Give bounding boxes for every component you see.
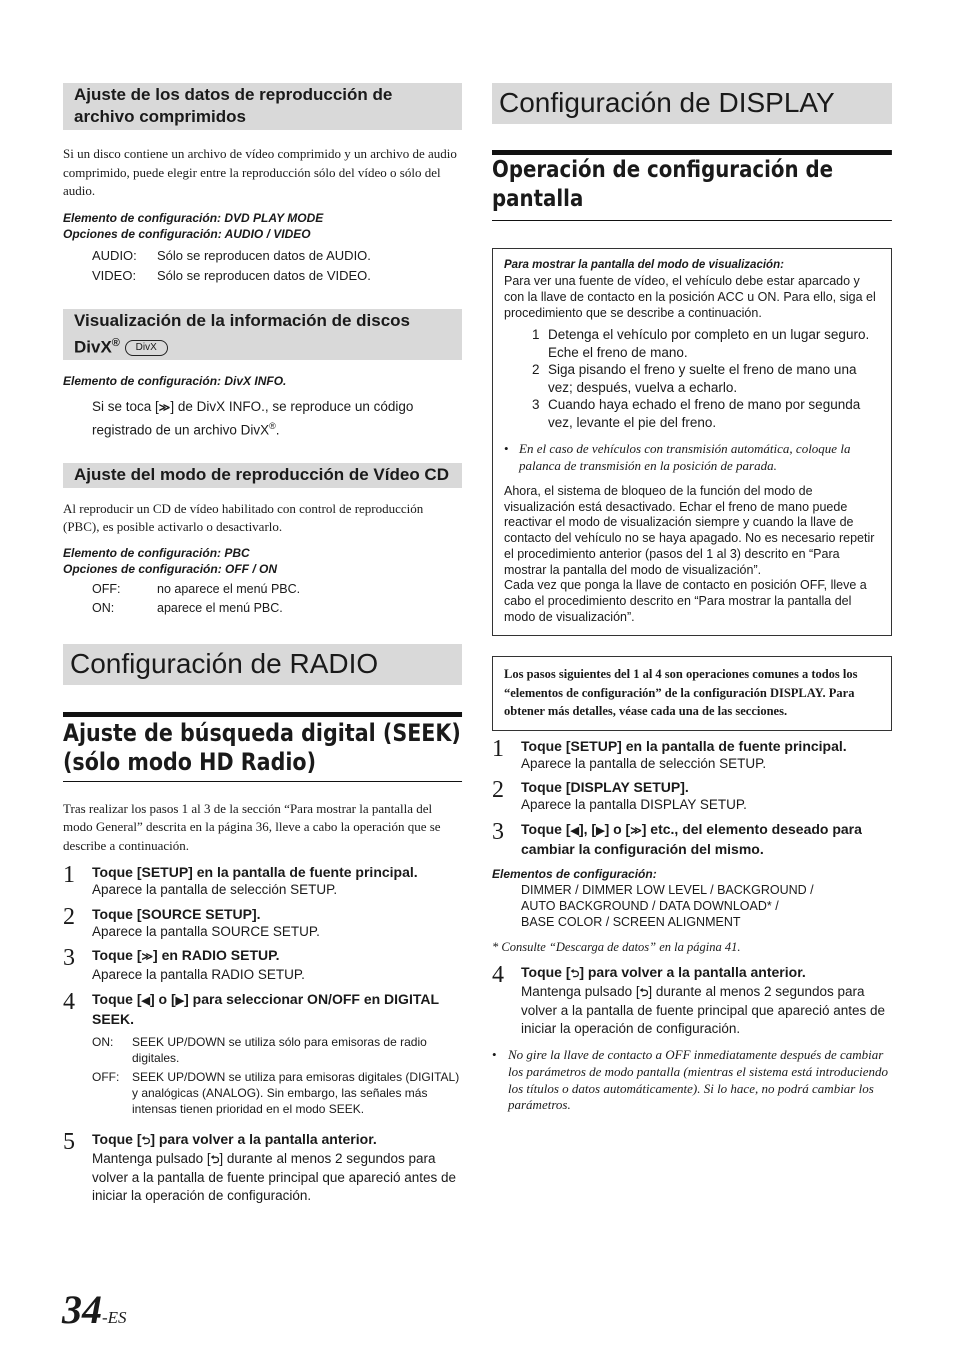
- compressed-options: Opciones de configuración: AUDIO / VIDEO: [63, 226, 311, 241]
- box-heading: Para mostrar la pantalla del modo de visualización:: [504, 259, 784, 271]
- common-steps-box: Los pasos siguientes del 1 al 4 son operaciones comunes a todos los “elementos de configuración” de la configuración DISPLAY. Para obtener más detalles, véase cada una de las secciones.: [492, 656, 892, 731]
- section-heading-vcd: Ajuste del modo de reproducción de Vídeo CD: [63, 463, 462, 488]
- right-column: [492, 83, 892, 1114]
- box-outro: Ahora, el sistema de bloqueo de la función del modo de visualización está desactivado. Echar el freno de mano puede reactivar el modo de visualización siempre y cuando la llave de contacto del vehículo no se haya apagado. No es necesario repetir el procedimiento anterior (pasos del 1 al 3) descrito en “Para mostrar la pantalla del modo de visualización”. Cada vez que ponga la llave de contacto en posición OFF, lleve a cabo el procedimiento descrito en “Para mostrar la pantalla del modo de visualización”.: [504, 484, 875, 624]
- footnote: * Consulte “Descarga de datos” en la página 41.: [492, 939, 741, 954]
- vcd-body: Al reproducir un CD de vídeo habilitado con control de reproducción (PBC), es posible activarlo o desactivarlo.: [63, 500, 424, 535]
- step: 4 Toque [◀] o [▶] para seleccionar ON/OFF en DIGITAL SEEK. ON: SEEK UP/DOWN se utiliza sólo para emisoras de radio digitales. OFF: SEEK UP/DOWN se utiliza para emisoras digitales (DIGITAL) y analógicas (ANALOG). Sin embargo, las señales más intensas tienen prioridad en el modo SEEK.: [63, 990, 462, 1120]
- section-heading-compressed: Ajuste de los datos de reproducción de archivo comprimidos: [63, 83, 462, 130]
- list-item: DIMMER / DIMMER LOW LEVEL / BACKGROUND /: [521, 882, 814, 897]
- vcd-defs: [92, 580, 462, 618]
- forward-icon: ≫: [158, 402, 171, 415]
- section-heading-divx: Visualización de la información de discos DivX® DivX: [63, 309, 462, 361]
- compressed-item: Elemento de configuración: DVD PLAY MODE: [63, 210, 324, 225]
- def-row: OFF: SEEK UP/DOWN se utiliza para emisoras digitales (DIGITAL) y analógicas (ANALOG). Sin embargo, las señales más intensas tienen prioridad en el modo SEEK.: [92, 1069, 460, 1116]
- display-subtitle: Operación de configuración de pantalla: [492, 150, 892, 221]
- back-icon: ⮌: [570, 967, 580, 980]
- box-intro: Para ver una fuente de vídeo, el vehículo debe estar aparcado y con la llave de contacto en la posición ACC u ON. Para ello, siga el procedimiento que se describe a continuación.: [504, 274, 876, 320]
- list-item: 3 Cuando haya echado el freno de mano por segunda vez, levante el pie del freno.: [532, 397, 861, 430]
- step: 3 Toque [≫] en RADIO SETUP. Aparece la pantalla RADIO SETUP.: [63, 945, 305, 983]
- compressed-defs: [92, 246, 462, 287]
- compressed-body: Si un disco contiene un archivo de vídeo comprimido y un archivo de audio comprimido, puede elegir entre la reproducción sólo del vídeo o sólo del audio.: [63, 146, 457, 198]
- elements-list: [521, 882, 892, 930]
- display-mode-box: [492, 248, 892, 636]
- final-note: • No gire la llave de contacto a OFF inmediatamente después de cambiar los parámetros de modo pantalla (mientras el sistema está introduciendo los títulos o datos automáticamente). Si lo hace, no podrá cambiar los parámetros.: [492, 1047, 888, 1113]
- list-item: AUTO BACKGROUND / DATA DOWNLOAD* /: [521, 898, 779, 913]
- def-row: AUDIO: Sólo se reproducen datos de AUDIO.: [92, 247, 371, 263]
- step: 1 Toque [SETUP] en la pantalla de fuente principal. Aparece la pantalla de selección SETUP.: [63, 862, 418, 898]
- vcd-item: Elemento de configuración: PBC: [63, 545, 250, 560]
- page-number: 34-ES: [62, 1287, 127, 1332]
- left-arrow-icon: ◀: [141, 994, 150, 1007]
- step: 4 Toque [⮌] para volver a la pantalla anterior. Mantenga pulsado [⮌] durante al menos 2 segundos para volver a la pantalla de fuente principal que apareció antes de iniciar la operación de configuración.: [492, 961, 885, 1036]
- display-title: Configuración de DISPLAY: [492, 83, 892, 124]
- step: 2 Toque [DISPLAY SETUP]. Aparece la pantalla DISPLAY SETUP.: [492, 777, 747, 813]
- def-row: OFF: no aparece el menú PBC.: [92, 581, 301, 596]
- seek-steps: [63, 863, 462, 1204]
- left-column: [63, 83, 462, 1204]
- setup-button-ref: [SETUP]: [565, 737, 622, 754]
- back-icon: ⮌: [639, 986, 649, 999]
- seek-heading: Ajuste de búsqueda digital (SEEK) (sólo modo HD Radio): [63, 712, 462, 782]
- forward-icon: ≫: [141, 951, 154, 964]
- step: 1 Toque [SETUP] en la pantalla de fuente principal. Aparece la pantalla de selección SETUP.: [492, 735, 847, 771]
- step: 2 Toque [SOURCE SETUP]. Aparece la pantalla SOURCE SETUP.: [63, 903, 320, 939]
- setup-button-ref: [SETUP]: [136, 864, 193, 881]
- box-note: • En el caso de vehículos con transmisión automática, coloque la palanca de transmisión en la posición de parada.: [504, 441, 851, 473]
- step: 5 Toque [⮌] para volver a la pantalla anterior. Mantenga pulsado [⮌] durante al menos 2 segundos para volver a la pantalla de fuente principal que apareció antes de iniciar la operación de configuración.: [63, 1128, 456, 1203]
- back-icon: ⮌: [210, 1153, 220, 1166]
- source-setup-button-ref: [SOURCE SETUP]: [136, 905, 257, 922]
- def-row: ON: aparece el menú PBC.: [92, 600, 283, 615]
- elements-label: Elementos de configuración:: [492, 866, 657, 881]
- right-arrow-icon: ▶: [175, 994, 185, 1007]
- def-row: VIDEO: Sólo se reproducen datos de VIDEO.: [92, 268, 371, 283]
- forward-icon: ≫: [630, 824, 642, 837]
- list-item: 1 Detenga el vehículo por completo en un lugar seguro. Eche el freno de mano.: [532, 327, 870, 360]
- def-row: ON: SEEK UP/DOWN se utiliza sólo para emisoras de radio digitales.: [92, 1034, 427, 1065]
- list-item: BASE COLOR / SCREEN ALIGNMENT: [521, 914, 741, 929]
- list-item: 2 Siga pisando el freno y suelte el freno de mano una vez; después, vuelva a echarlo.: [532, 362, 857, 395]
- left-arrow-icon: ◀: [570, 824, 579, 837]
- radio-title: Configuración de RADIO: [63, 644, 462, 685]
- step: 3 Toque [◀], [▶] o [≫] etc., del elemento deseado para cambiar la configuración del mismo.: [492, 818, 862, 857]
- divx-item: Elemento de configuración: DivX INFO.: [63, 374, 287, 389]
- right-arrow-icon: ▶: [596, 824, 605, 837]
- vcd-options: Opciones de configuración: OFF / ON: [63, 561, 278, 576]
- divx-text: Si se toca [≫] de DivX INFO., se reproduce un código registrado de un archivo DivX®.: [92, 399, 414, 438]
- display-steps: [492, 737, 892, 858]
- divx-badge: DivX: [125, 340, 168, 356]
- back-icon: ⮌: [141, 1134, 151, 1147]
- box-steps: [532, 326, 881, 431]
- seek-intro: Tras realizar los pasos 1 al 3 de la sección “Para mostrar la pantalla del modo General” descrita en la página 36, lleve a cabo la operación que se describe a continuación.: [63, 800, 441, 853]
- display-setup-button-ref: [DISPLAY SETUP]: [565, 779, 685, 796]
